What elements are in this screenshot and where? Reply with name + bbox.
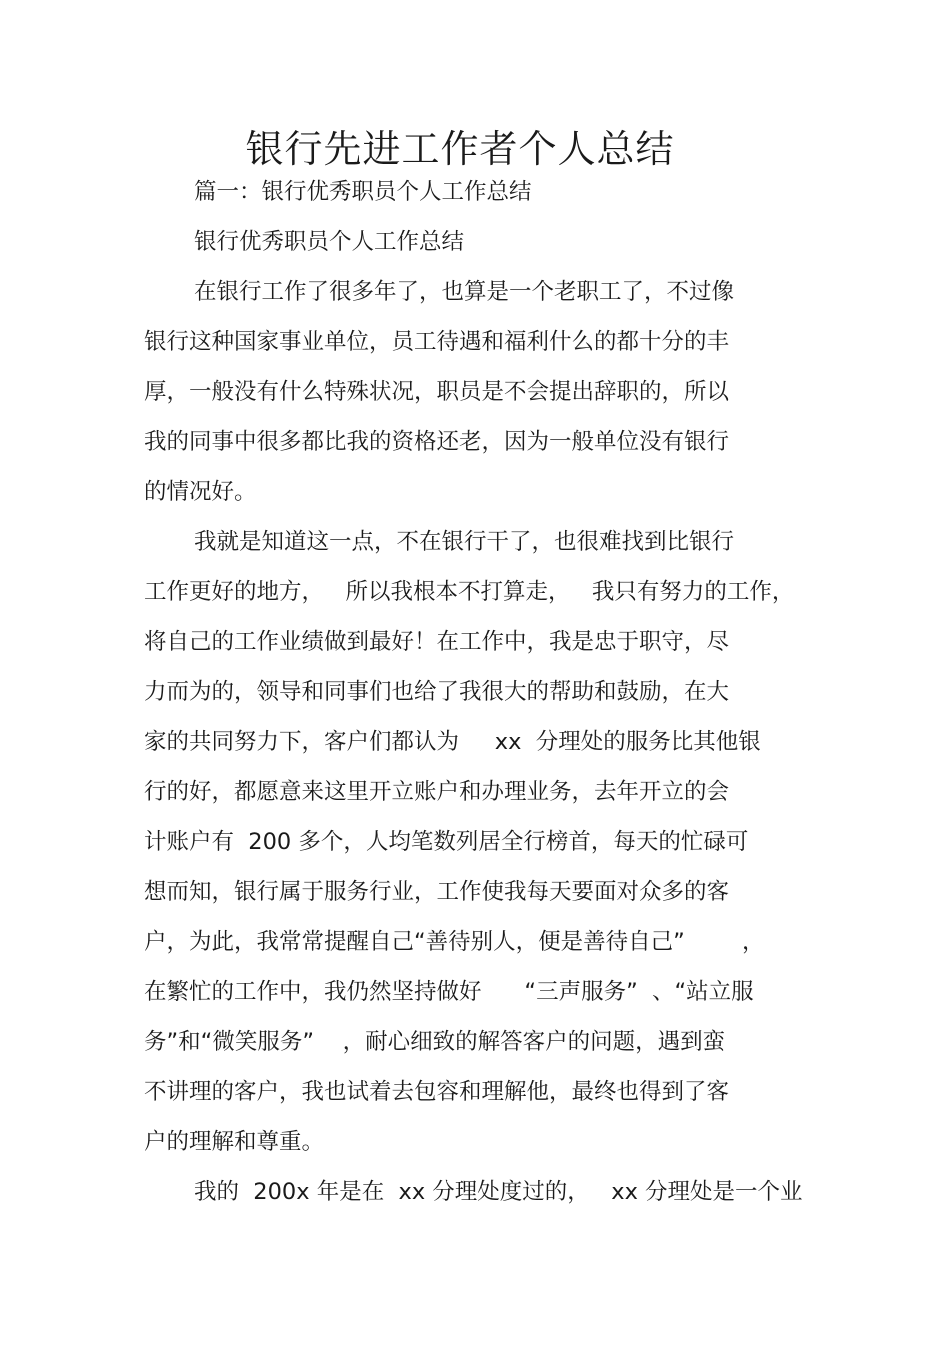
paragraph-line: 家的共同努力下，客户们都认为 xx 分理处的服务比其他银 [144, 729, 761, 755]
paragraph-line: 务”和“微笑服务” ，耐心细致的解答客户的问题，遇到蛮 [144, 1029, 726, 1055]
paragraph-line: 行的好，都愿意来这里开立账户和办理业务，去年开立的会 [144, 779, 730, 805]
paragraph-line: 想而知，银行属于服务行业，工作使我每天要面对众多的客 [144, 879, 730, 905]
paragraph-line: 力而为的，领导和同事们也给了我很大的帮助和鼓励，在大 [144, 679, 730, 705]
paragraph-line: 我的同事中很多都比我的资格还老，因为一般单位没有银行 [144, 429, 730, 455]
paragraph-line: 厚，一般没有什么特殊状况，职员是不会提出辞职的，所以 [144, 379, 730, 405]
paragraph-line: 在繁忙的工作中，我仍然坚持做好 “三声服务” 、“站立服 [144, 979, 754, 1005]
paragraph-line: 户的理解和尊重。 [144, 1129, 325, 1155]
document-title: 银行先进工作者个人总结 [245, 127, 675, 171]
paragraph-line: 在银行工作了很多年了，也算是一个老职工了，不过像 [194, 279, 735, 305]
paragraph-line: 我就是知道这一点，不在银行干了，也很难找到比银行 [194, 529, 735, 555]
paragraph-line: 户，为此，我常常提醒自己“善待别人，便是善待自己” ， [144, 929, 765, 955]
subheading: 银行优秀职员个人工作总结 [194, 229, 465, 255]
paragraph-line: 的情况好。 [144, 479, 257, 505]
paragraph-line: 计账户有 200 多个，人均笔数列居全行榜首，每天的忙碌可 [144, 829, 749, 855]
paragraph-line: 我的 200x 年是在 xx 分理处度过的， xx 分理处是一个业 [194, 1179, 803, 1205]
section-heading: 篇一：银行优秀职员个人工作总结 [194, 179, 532, 205]
paragraph-line: 将自己的工作业绩做到最好！在工作中，我是忠于职守，尽 [144, 629, 730, 655]
paragraph-line: 工作更好的地方， 所以我根本不打算走， 我只有努力的工作， [144, 579, 795, 605]
paragraph-line: 不讲理的客户，我也试着去包容和理解他，最终也得到了客 [144, 1079, 730, 1105]
paragraph-line: 银行这种国家事业单位，员工待遇和福利什么的都十分的丰 [144, 329, 730, 355]
